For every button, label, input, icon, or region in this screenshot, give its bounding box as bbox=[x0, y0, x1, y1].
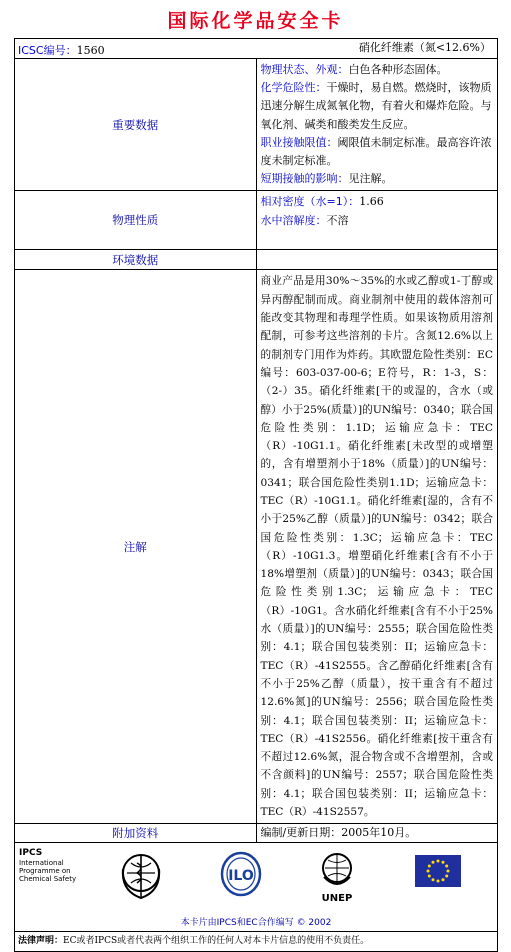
card-title: 国际化学品安全卡 bbox=[167, 10, 344, 32]
additional-info-label: 附加资料 bbox=[15, 824, 257, 843]
icsc-number bbox=[15, 44, 105, 57]
ipcs-line-1: International bbox=[19, 859, 64, 868]
who-logo-icon bbox=[119, 851, 163, 901]
short-term-text: 见注解。 bbox=[348, 172, 393, 186]
icsc-value: 1560 bbox=[76, 44, 105, 57]
ipcs-title: IPCS bbox=[19, 848, 43, 859]
legal-text: EC或者IPCS或者代表两个组织工作的任何人对本卡片信息的使用不负责任。 bbox=[63, 936, 370, 947]
environment-content bbox=[256, 250, 498, 270]
physical-properties-content bbox=[256, 191, 498, 250]
id-row bbox=[15, 39, 498, 59]
notes-label: 注解 bbox=[15, 270, 257, 824]
substance-name: 硝化纤维素（氮<12.6%） bbox=[358, 41, 491, 54]
svg-text:ILO: ILO bbox=[228, 868, 254, 885]
chem-hazard-text: 干燥时，易自燃。燃烧时，该物质迅速分解生成氮氧化物，有着火和爆炸危险。与氧化剂、碱类和酸类发生反应。 bbox=[260, 81, 492, 131]
important-data-label: 重要数据 bbox=[15, 59, 257, 191]
ipcs-line-3: Chemical Safety bbox=[19, 875, 77, 884]
physical-state-text: 白色各种形态固体。 bbox=[348, 63, 448, 76]
notes-text: 商业产品是用30%～35%的水或乙醇或1-丁醇或异丙醇配制而成。商业制剂中使用的载体溶剂可能改变其物理和毒理学性质。如果该物质用溶剂配制，可参考这些溶剂的卡片。含氮12.6%以上的制剂专门用作为炸药。其欧盟危险性类别：EC编号：603-037-00-6；E符号，R：1-3，S：（2-）35。硝化纤维素[干的或湿的，含水（或醇）小于25%(质量）]的UN编号：0340；联合国危险性类别：1.1D；运输应急卡：TEC（R）-10G1.1。硝化纤维素[未改型的或增塑的，含有增塑剂小于18%（质量）]的UN编号：0341；联合国危险性类别1.1D；运输应急卡：TEC（R）-10G1.1。硝化纤维素[湿的，含有不小于25%乙醇（质量）]的UN编号：0342；联合国危险性类别：1.3C；运输应急卡：TEC（R）-10G1.3。增塑硝化纤维素[含有不小于18%增塑剂（质量）]的UN编号：0343；联合国危险性类别1.3C；运输应急卡：TEC（R）-10G1。含水硝化纤维素[含有不小于25%水（质量）]的UN编号：2555；联合国危险性类别：4.1；联合国包装类别：II；运输应急卡：TEC（R）-41S2555。含乙醇硝化纤维素[含有不小于25%乙醇（质量），按干重含有不超过12.6%氮]的UN编号：2556；联合国危险性类别：4.1；联合国包装类别：II；运输应急卡：TEC（R）-41S2556。硝化纤维素[按干重含有不超过12.6%氮，混合物含或不含增塑剂，含或不含颜料]的UN编号：2557；联合国危险性类别：4.1；联合国包装类别：II；运输应急卡：TEC（R）-41S2557。 bbox=[256, 270, 498, 824]
legal-cell bbox=[15, 932, 498, 952]
legal-row bbox=[15, 932, 498, 952]
chem-hazard-label: 化学危险性： bbox=[260, 81, 327, 95]
ipcs-block bbox=[19, 849, 99, 883]
credit-line: 本卡片由IPCS和EC合作编写 © 2002 bbox=[180, 918, 332, 929]
physical-state-label: 物理状态、外观： bbox=[260, 63, 349, 76]
short-term-label: 短期接触的影响： bbox=[260, 172, 349, 186]
exposure-limit-label: 职业接触限值： bbox=[260, 135, 338, 149]
eu-flag-icon bbox=[415, 855, 461, 887]
environment-row bbox=[15, 250, 498, 270]
additional-info-row bbox=[15, 824, 498, 843]
logos-row bbox=[15, 843, 498, 932]
ipcs-line-2: Programme on bbox=[19, 867, 71, 876]
ilo-logo-icon bbox=[219, 851, 263, 901]
density-value: 1.66 bbox=[359, 195, 384, 209]
safety-card-table bbox=[14, 38, 498, 952]
icsc-label: ICSC编号： bbox=[18, 44, 77, 57]
physical-properties-row bbox=[15, 191, 498, 250]
physical-properties-label: 物理性质 bbox=[15, 191, 257, 250]
solubility-label: 水中溶解度： bbox=[260, 213, 327, 227]
density-label: 相对密度（水=1）： bbox=[260, 195, 360, 209]
legal-label: 法律声明： bbox=[18, 936, 64, 947]
important-data-content bbox=[256, 59, 498, 191]
logos-cell bbox=[15, 843, 498, 932]
additional-info-text: 编制/更新日期：2005年10月。 bbox=[256, 824, 498, 843]
solubility-value: 不溶 bbox=[326, 213, 349, 227]
unep-label: UNEP bbox=[321, 893, 353, 905]
notes-row bbox=[15, 270, 498, 824]
exposure-limit-text: 阈限值未制定标准。最高容许浓度未制定标准。 bbox=[260, 135, 492, 168]
important-data-row bbox=[15, 59, 498, 191]
environment-label: 环境数据 bbox=[15, 250, 257, 270]
